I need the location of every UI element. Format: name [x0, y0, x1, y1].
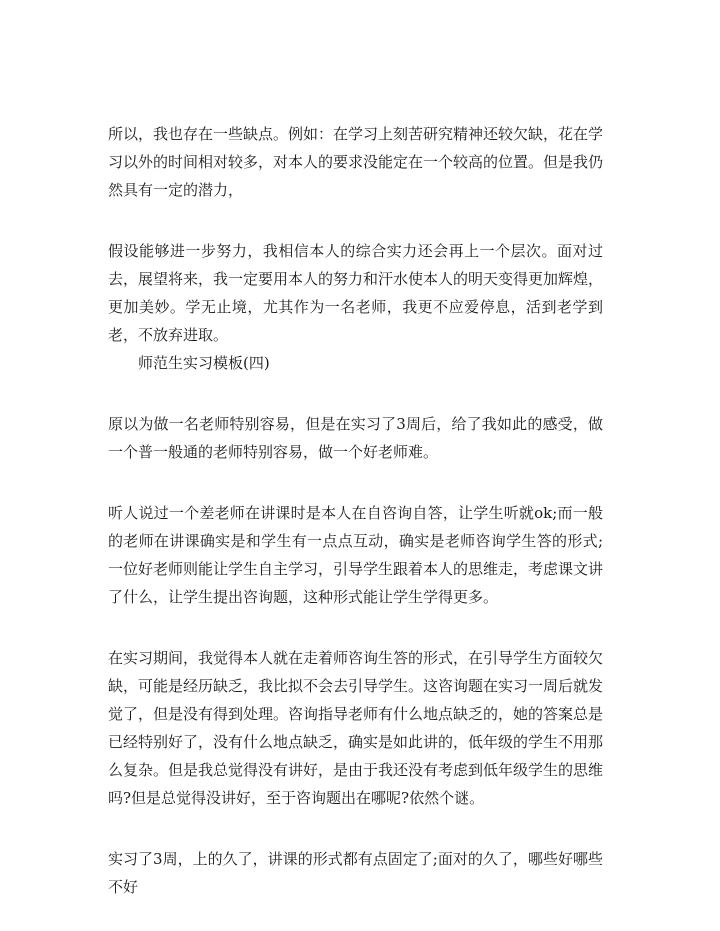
paragraph-first-impression: 原以为做一名老师特别容易，但是在实习了3周后，给了我如此的感受，做一个普一般通的老师特别容易，做一个好老师难。: [108, 415, 603, 461]
paragraph-shortcomings: 所以，我也存在一些缺点。例如：在学习上刻苦研究精神还较欠缺，花在学习以外的时间相对较多，对本人的要求没能定在一个较高的位置。但是我仍然具有一定的潜力，: [108, 125, 604, 199]
paragraph-internship-reflection: 在实习期间，我觉得本人就在走着师咨询生答的形式，在引导学生方面较欠缺，可能是经历缺乏，我比拟不会去引导学生。这咨询题在实习一周后就发觉了，但是没有得到处理。咨询指导老师有什么地点缺乏的，她的答案总是已经特别好了，没有什么地点缺乏，确实是如此讲的，低年级的学生不用那么复杂。但是我总觉得没有讲好，是由于我还没有考虑到低年级学生的思维吗?但是总觉得没讲好，至于咨询题出在哪呢?依然个谜。: [108, 649, 604, 807]
document-body: [108, 120, 603, 901]
paragraph-teacher-types: 听人说过一个差老师在讲课时是本人在自咨询自答，让学生听就ok;而一般的老师在讲课确实是和学生有一点点互动，确实是老师咨询学生答的形式;一位好老师则能让学生自主学习，引导学生跟着本人的思维走，考虑课文讲了什么，让学生提出咨询题，这种形式能让学生学得更多。: [108, 504, 604, 606]
section-heading: 师范生实习模板(四): [138, 354, 270, 372]
paragraph-effort: 假设能够进一步努力，我相信本人的综合实力还会再上一个层次。面对过去，展望将来，我一定要用本人的努力和汗水使本人的明天变得更加辉煌，更加美妙。学无止境，尤其作为一名老师，我更不应爱停息，活到老学到老，不放弃进取。: [108, 242, 604, 344]
paragraph-three-weeks: 实习了3周，上的久了，讲课的形式都有点固定了;面对的久了，哪些好哪些不好: [108, 850, 603, 896]
